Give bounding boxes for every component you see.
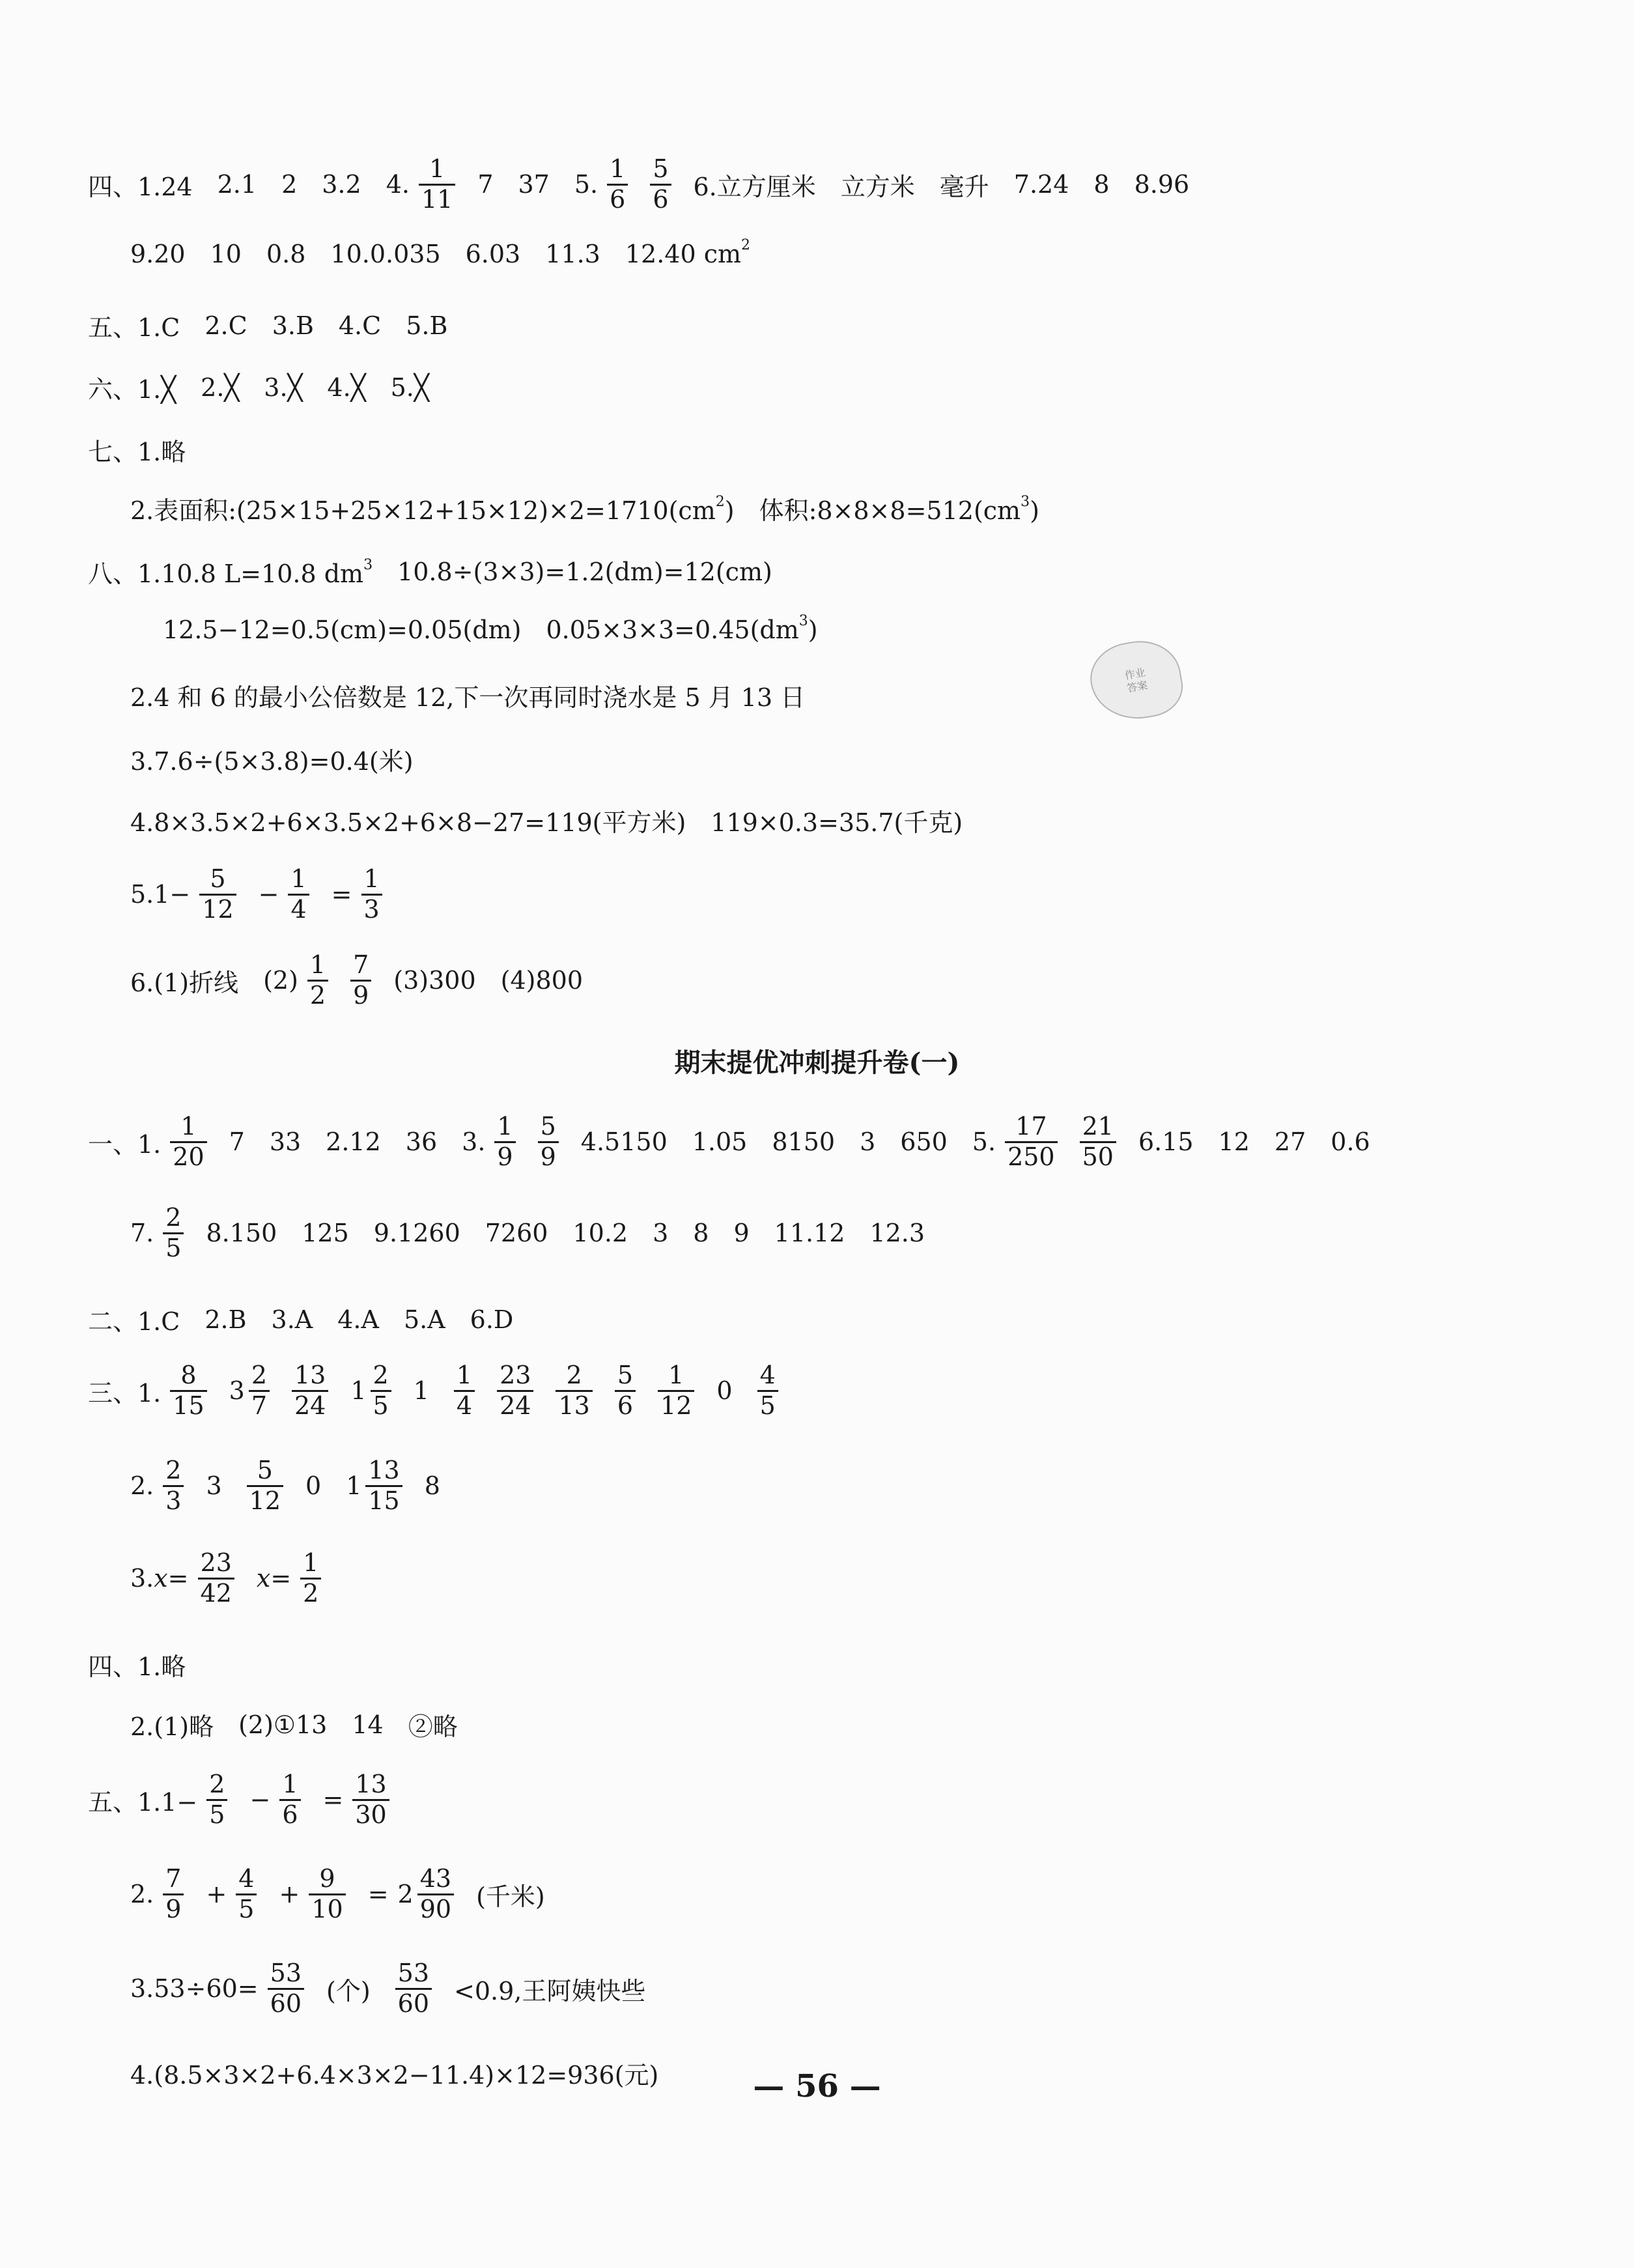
numerator: 1 [429,154,445,183]
answer-text: 27 [1274,1127,1306,1157]
fraction [170,1363,206,1419]
answer-text: 八、1.10.8 L=10.8 $dm^3$ [88,557,373,588]
denominator: 60 [270,1989,302,2018]
answer-text: (个) [326,1976,371,2006]
denominator: 15 [173,1391,204,1420]
fraction [352,1772,389,1828]
answer-text: 5.B [406,311,448,340]
whole-part: 1 [350,1376,367,1406]
answer-line [88,1301,538,1337]
answer-line [130,237,775,268]
fraction [292,1363,328,1419]
answer-text: 三、1. [88,1378,162,1408]
answer-text: 7 [229,1127,245,1157]
answer-text: = [331,880,352,909]
denominator: 60 [397,1989,430,2018]
denominator: 30 [355,1800,387,1829]
answer-text: 3.53÷60= [130,1974,259,2004]
fraction [1080,1114,1116,1170]
numerator: 2 [251,1361,267,1389]
numerator: 1 [303,1548,319,1577]
answer-text: − [258,880,279,909]
denominator: 20 [173,1142,204,1171]
answer-line [88,1772,412,1828]
denominator: 9 [540,1142,556,1171]
answer-text: 4.╳ [327,373,366,402]
numerator: 2 [165,1203,182,1232]
answer-line [88,369,454,405]
fraction [365,1458,402,1514]
answer-text: 0 [716,1376,733,1406]
numerator: 2 [209,1770,225,1798]
answer-text: 2.1 [217,170,257,199]
denominator: 5 [759,1391,776,1420]
numerator: 43 [419,1864,452,1893]
denominator: 9 [497,1142,513,1171]
fraction [309,1866,345,1923]
answer-text: 650 [900,1127,948,1157]
answer-text: 8150 [772,1127,836,1157]
superscript: 3 [363,557,373,574]
answer-text: 3 [860,1127,876,1157]
fraction [198,1550,234,1607]
numerator: 13 [294,1361,326,1389]
fraction [497,1363,533,1419]
answer-text: 6.(1)折线 [130,968,239,997]
answer-text: 7260 [485,1219,548,1248]
answer-text: − [249,1785,271,1815]
answer-text: 5.1− [130,880,191,909]
fraction [307,952,328,1009]
fraction [361,866,382,923]
answer-line [130,802,987,838]
answer-text: 12.3 [869,1219,925,1248]
answer-text: 33 [269,1127,302,1157]
answer-line [130,952,608,1009]
answer-text: 8.96 [1134,170,1190,199]
answer-text: 2. [130,1880,154,1909]
answer-line [88,432,210,468]
fraction [170,1114,206,1170]
answer-text: 3.𝑥= [130,1564,189,1593]
answer-text: (2) [263,966,298,995]
fraction [236,1866,257,1923]
answer-text: 2.(1)略 [130,1712,214,1741]
denominator: 2 [303,1578,319,1608]
answer-text: 5.╳ [390,373,429,402]
superscript: 2 [741,237,751,254]
fraction [1005,1114,1058,1170]
denominator: 5 [209,1800,225,1829]
denominator: 6 [653,184,669,214]
mixed-number [229,1363,270,1419]
superscript: 3 [1021,494,1030,511]
numerator: 1 [668,1361,684,1389]
denominator: 50 [1082,1142,1114,1171]
answer-text: 2.12 [326,1127,381,1157]
answer-text: 七、1.略 [88,438,186,466]
fraction [300,1550,321,1607]
answer-line [130,1458,465,1514]
numerator: 1 [497,1112,513,1141]
denominator: 9 [353,980,369,1010]
fraction [163,1205,184,1262]
fraction [607,156,628,213]
answer-text: 5. [972,1127,996,1157]
answer-line [130,677,830,713]
answer-text: 3.7.6÷(5×3.8)=0.4(米) [130,747,414,776]
answer-text: 4.(8.5×3×2+6.4×3×2−11.4)×12=936(元) [130,2061,659,2090]
answer-line [130,490,1064,526]
denominator: 12 [249,1486,281,1515]
denominator: 250 [1007,1142,1055,1171]
denominator: 24 [294,1391,326,1420]
fraction [268,1961,304,2017]
answer-text: 10.0.035 [330,240,441,268]
numerator: 5 [617,1361,634,1389]
denominator: 5 [238,1894,255,1923]
numerator: 8 [180,1361,197,1389]
answer-text: 2.4 和 6 的最小公倍数是 12,下一次再同时浇水是 5 月 13 日 [130,683,806,712]
answer-line [88,1114,1395,1170]
numerator: 23 [500,1361,531,1389]
fraction [350,952,371,1009]
denominator: 24 [500,1391,531,1420]
denominator: 5 [373,1391,389,1420]
fraction [417,1866,454,1923]
answer-text: 六、1.╳ [88,375,176,404]
page-number: — 56 — [753,2068,881,2105]
answer-text: 𝑥= [256,1564,292,1593]
answer-line [130,741,438,777]
answer-text: ②略 [408,1712,458,1741]
denominator: 4 [456,1391,473,1420]
denominator: 2 [309,980,326,1010]
numerator: 1 [309,950,326,979]
denominator: 7 [251,1391,267,1420]
answer-text: 10.2 [572,1219,628,1248]
numerator: 5 [540,1112,556,1141]
numerator: 21 [1082,1112,1114,1141]
denominator: 3 [165,1486,182,1515]
numerator: 4 [238,1864,255,1893]
answer-text: 0.6 [1331,1127,1370,1157]
answer-line [130,1866,570,1923]
answer-text: 体积$:8\times 8\times 8=512(cm^3)$ [759,494,1039,525]
answer-text: 一、1. [88,1129,162,1159]
answer-line [163,613,843,644]
answer-text: 4.5150 [580,1127,668,1157]
answer-text: <0.9,王阿姨快些 [454,1976,646,2006]
answer-text: 5.A [403,1305,445,1334]
answer-text: 12.5−12=0.5(cm)=0.05(dm) [163,616,522,644]
answer-text: 9.20 [130,240,186,268]
answer-line [130,866,404,923]
denominator: 4 [290,894,307,924]
fraction [556,1363,592,1419]
denominator: 6 [610,184,626,214]
numerator: 1 [456,1361,473,1389]
numerator: 2 [165,1456,182,1484]
fraction [494,1114,515,1170]
fraction [650,156,671,213]
answer-text: 36 [405,1127,438,1157]
denominator: 15 [368,1486,400,1515]
denominator: 9 [165,1894,182,1923]
denominator: 12 [660,1391,692,1420]
answer-text: 立方米 [840,172,915,201]
fraction [163,1458,184,1514]
answer-text: 3 [206,1471,222,1501]
answer-line [88,307,472,343]
numerator: 53 [397,1959,430,1987]
numerator: 5 [257,1456,273,1484]
answer-text: + [279,1880,300,1909]
fraction [279,1772,300,1828]
fraction [419,156,455,213]
numerator: 13 [355,1770,387,1798]
mixed-number [350,1363,391,1419]
answer-text: 8 [1093,170,1110,199]
fraction [658,1363,694,1419]
whole-part: 1 [346,1471,362,1501]
mixed-number [398,1866,455,1923]
denominator: 6 [617,1391,634,1420]
answer-text: 4.C [338,311,382,340]
answer-text: 10.8÷(3×3)=1.2(dm)=12(cm) [397,557,772,586]
answer-text: (2)①13 [238,1710,328,1739]
answer-text: 3.A [271,1305,313,1334]
answer-text: 9.1260 [373,1219,460,1248]
section-title: 期末提优冲刺提升卷(一) [674,1047,960,1078]
numerator: 7 [353,950,369,979]
answer-text: 37 [518,170,550,199]
answer-text: 7.24 [1013,170,1069,199]
answer-text: 14 [352,1710,384,1739]
answer-text: 8 [424,1471,440,1501]
answer-text: 五、1.1− [88,1787,198,1817]
answer-text: 2. [130,1471,154,1501]
fraction [757,1363,778,1419]
answer-text: 125 [302,1219,349,1248]
answer-text: 1 [413,1376,429,1406]
answer-text: (4)800 [500,966,584,995]
answer-text: (3)300 [393,966,476,995]
answer-text: 2.╳ [201,373,240,402]
mixed-number [346,1458,402,1514]
answer-text: 11.3 [545,240,600,268]
numerator: 1 [282,1770,298,1798]
answer-line [88,1647,210,1682]
answer-text: 2.B [204,1305,247,1334]
answer-text: 7. [130,1219,154,1248]
answer-text: 毫升 [939,172,989,201]
fraction [288,866,309,923]
numerator: 7 [165,1864,182,1893]
answer-line [130,1205,950,1262]
answer-text: $0.05\times 3\times 3=0.45(dm^3)$ [546,613,818,644]
answer-text: 0.8 [266,240,306,268]
answer-text: 12.40 $cm^2$ [625,237,751,268]
answer-text: 10 [210,240,242,268]
numerator: 9 [319,1864,335,1893]
numerator: 23 [200,1548,232,1577]
fraction [538,1114,559,1170]
answer-text: 二、1.C [88,1307,180,1336]
numerator: 1 [180,1112,197,1141]
answer-line [88,554,797,589]
whole-part: 3 [229,1376,245,1406]
answer-text: 四、1.略 [88,1652,186,1681]
answer-text: 0 [305,1471,322,1501]
numerator: 5 [653,154,669,183]
answer-text: 4.A [337,1305,379,1334]
answer-text: 8.150 [206,1219,277,1248]
fraction [199,866,236,923]
answer-text: + [206,1880,227,1909]
fraction [247,1458,283,1514]
denominator: 12 [202,894,234,924]
answer-text: 6.D [470,1305,514,1334]
numerator: 1 [363,864,380,893]
answer-text: 五、1.C [88,313,180,342]
fraction [395,1961,432,2017]
denominator: 6 [282,1800,298,1829]
answer-text: 3.2 [322,170,361,199]
answer-text: 3.B [272,311,314,340]
answer-text: 4. [386,170,410,199]
answer-text: = [367,1880,389,1909]
numerator: 17 [1015,1112,1047,1141]
denominator: 3 [363,894,380,924]
answer-line [130,1550,343,1607]
answer-text: 2.C [204,311,247,340]
numerator: 2 [566,1361,582,1389]
whole-part: 2 [397,1880,414,1909]
answer-text: 6.15 [1138,1127,1194,1157]
answer-text: 7 [477,170,494,199]
answer-text: 6.03 [465,240,521,268]
answer-text: 3 [653,1219,669,1248]
answer-line [130,1707,483,1742]
numerator: 1 [290,864,307,893]
watermark-stamp: 作业 答案 [1085,634,1188,726]
denominator: 11 [421,184,453,214]
answer-text: 6.立方厘米 [693,172,816,201]
fraction [615,1363,636,1419]
answer-text: = [322,1785,344,1815]
answer-text: 9 [733,1219,750,1248]
answer-line [130,1961,670,2017]
numerator: 5 [210,864,226,893]
superscript: 3 [798,613,808,630]
answer-text: 4.8×3.5×2+6×3.5×2+6×8−27=119(平方米) [130,808,686,837]
denominator: 5 [165,1233,182,1262]
answer-text: 四、1.24 [88,172,193,201]
numerator: 1 [610,154,626,183]
answer-text: 11.12 [774,1219,845,1248]
numerator: 53 [270,1959,302,1987]
answer-text: 3.╳ [264,373,303,402]
denominator: 10 [311,1894,343,1923]
answer-text: 2 [281,170,298,199]
superscript: 2 [715,494,725,511]
fraction [249,1363,270,1419]
fraction [206,1772,227,1828]
answer-line [88,156,1214,213]
numerator: 2 [373,1361,389,1389]
answer-line [88,1363,800,1419]
answer-text: 3. [462,1127,486,1157]
answer-text: 5. [574,170,599,199]
answer-text: 8 [693,1219,709,1248]
answer-text: 12 [1218,1127,1250,1157]
fraction [371,1363,391,1419]
numerator: 13 [368,1456,400,1484]
numerator: 4 [759,1361,776,1389]
answer-text: 119×0.3=35.7(千克) [711,808,963,837]
answer-text: (千米) [476,1882,545,1911]
fraction [163,1866,184,1923]
denominator: 42 [200,1578,232,1608]
fraction [454,1363,475,1419]
denominator: 90 [419,1894,452,1923]
denominator: 13 [558,1391,590,1420]
answer-text: 2.表面积$:(25\times 15+25\times 12+15\times 12)\times 2=1710(cm^2)$ [130,494,735,525]
answer-text: 1.05 [692,1127,748,1157]
